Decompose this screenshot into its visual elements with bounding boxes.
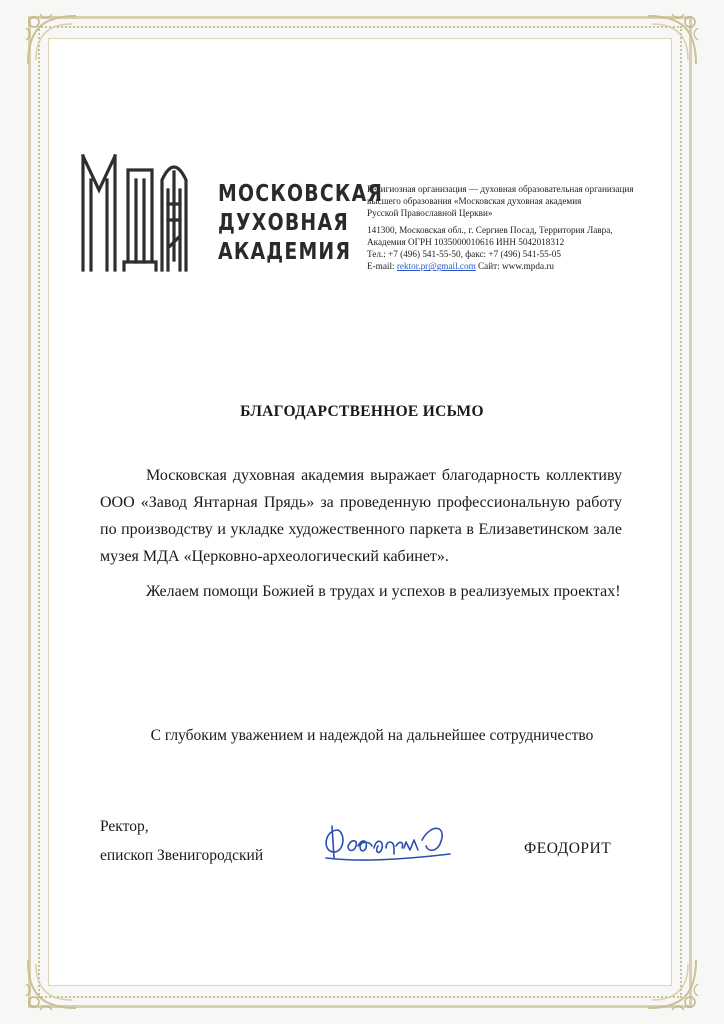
letter-paragraph-2: Желаем помощи Божией в трудах и успехов в реализуемых проектах! [146,583,621,600]
organization-requisites [367,183,667,272]
requisites-phone: Тел.: +7 (496) 541-55-50, факс: +7 (496) 541-55-05 [367,249,561,260]
corner-ornament-icon [22,10,82,70]
letter-title: БЛАГОДАРСТВЕННОЕ ИСЬМО [240,403,484,420]
requisites-contacts [367,260,667,272]
email-label: E-mail: [367,261,395,272]
logo-line-1: МОСКОВСКАЯ [218,181,384,207]
academy-logo-icon [80,150,190,272]
logo-line-3: АКАДЕМИЯ [218,239,352,265]
corner-ornament-icon [642,10,702,70]
signatory-rank: епископ Звенигородский [100,847,264,864]
signatory-name: ФЕОДОРИТ [524,840,612,857]
letter-paragraph-1: Московская духовная академия выражает благодарность коллективу ООО «Завод Янтарная Прядь» за проведенную профессиональную работу по производству и укладке художественного паркета в Елизаветинском зале музея МДА «Церковно-археологический кабинет». [100,467,622,565]
site-label: Сайт: [478,261,500,272]
corner-ornament-icon [22,954,82,1014]
requisites-address: 141300, Московская обл., г. Сергиев Посад, Территория Лавра, [367,224,613,235]
signatory-title: Ректор, [100,818,149,835]
requisites-registration: Академия ОГРН 1035000010616 ИНН 5042018312 [367,236,565,247]
logo-line-2: ДУХОВНАЯ [218,210,350,236]
corner-ornament-icon [642,954,702,1014]
letter-closing: С глубоким уважением и надеждой на дальнейшее сотрудничество [150,727,594,744]
handwritten-signature [318,818,458,866]
letter-body [100,462,622,605]
site-url: www.mpda.ru [502,261,555,272]
academy-logo-text [218,180,383,267]
requisites-line: Русской Православной Церкви» [367,208,493,219]
signatory-position [100,812,263,870]
requisites-line: высшего образования «Московская духовная академия [367,196,582,207]
requisites-line: Религиозная организация — духовная образовательная организация [367,184,634,194]
email-link[interactable]: rektor.pr@gmail.com [396,261,476,272]
